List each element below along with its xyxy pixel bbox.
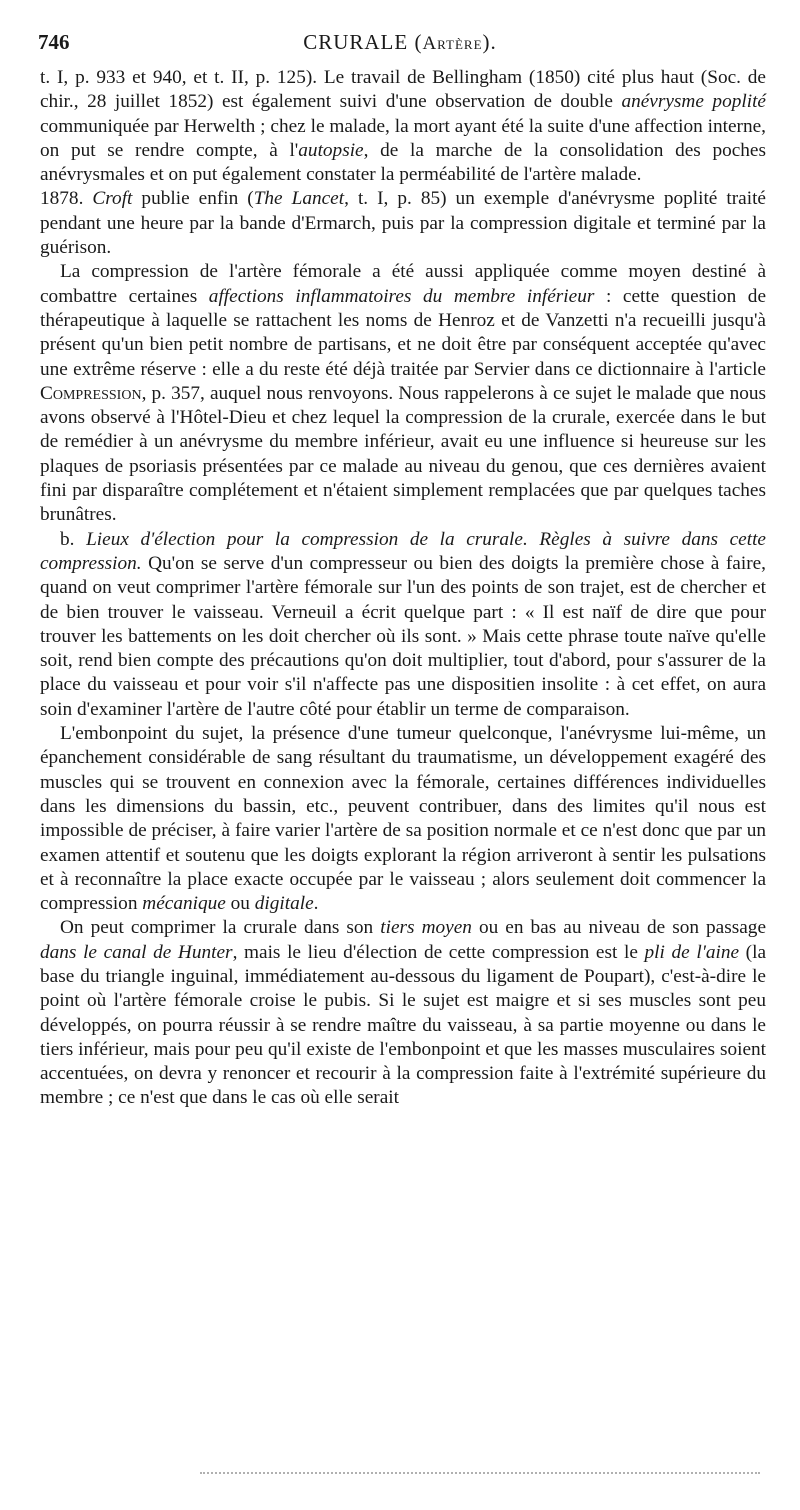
text-run: : cette question de thérapeutique à laquelle se rattachent les noms de Henroz et de Vanzetti n'a recueilli jusqu'à présent qu'un bien petit nombre de partisans, et ne doit être par conséquent acceptée qu'avec une extrême réserve : elle a du reste été déjà traitée par Servier dans ce dictionnaire à l'article	[40, 285, 766, 380]
text-run: ou en bas au niveau de son passage	[471, 917, 767, 939]
section-heading: Lieux d'élection pour la compression de la crurale. Règles à suivre dans cette compression.	[40, 528, 766, 574]
text-run: t. I, p. 933 et 940, et t. II, p. 125). Le travail de Bellingham (1850) cité plus haut (Soc. de chir., 28 juillet 1852) est également suivi d'une observation de double	[40, 67, 766, 113]
text-run: (la base du triangle inguinal, immédiatement au-dessous du ligament de Poupart), c'est-à-dire le point où l'artère fémorale croise le pubis. Si le sujet est maigre et si ses muscles sont peu développés, on pourra réussir à se rendre maître du vaisseau, à sa partie moyenne ou dans le tiers inférieur, mais pour peu qu'il existe de l'embonpoint et que les masses musculaires soient accentuées, on devra y renoncer et recourir à la compression faite à l'extrémité supérieure du membre ; ce n'est que dans le cas où elle serait	[40, 941, 767, 1109]
italic-run: mécanique	[142, 893, 226, 915]
paragraph-4	[40, 528, 766, 722]
section-label: b.	[60, 528, 75, 550]
italic-run: tiers moyen	[380, 917, 472, 939]
text-run: , t. I, p. 85) un exemple d'anévrysme poplité traité pendant une heure par la bande d'Ermarch, puis par la compression digitale et terminé par la guérison.	[40, 188, 766, 259]
italic-run: The Lancet	[253, 188, 345, 210]
running-title-smallcaps: Artère	[422, 33, 483, 54]
running-title-end: ).	[482, 30, 497, 54]
text-run: communiquée par Herwelth ; chez le malade, la mort ayant été la suite d'une affection interne, on put se rendre compte, à l'	[40, 115, 766, 161]
running-header	[38, 30, 762, 60]
running-title-main: CRURALE (	[303, 30, 423, 54]
paragraph-3	[40, 260, 766, 527]
italic-run: affections inflammatoires du membre inférieur	[208, 285, 595, 307]
paragraph-6	[40, 916, 766, 1110]
page-number: 746	[38, 30, 70, 54]
italic-run: Croft	[92, 188, 133, 210]
italic-run: pli de l'aine	[644, 941, 740, 963]
paragraph-2	[40, 187, 766, 260]
italic-run: anévrysme poplité	[621, 91, 766, 113]
text-run: , mais le lieu d'élection de cette compression est le	[232, 941, 645, 963]
paragraph-1	[40, 66, 766, 187]
year-label: 1878.	[40, 188, 84, 210]
footer-bleed-line	[200, 1472, 760, 1474]
italic-run: autopsie	[298, 139, 364, 161]
text-run: ou	[225, 893, 255, 915]
text-run: La compression de l'artère fémorale a été aussi appliquée comme moyen destiné à combattre certaines	[40, 261, 766, 307]
text-run: L'embonpoint du sujet, la présence d'une tumeur quelconque, l'anévrysme lui-même, un épanchement considérable de sang résultant du traumatisme, un développement exagéré des muscles qui se trouvent en connexion avec la fémorale, certaines différences individuelles dans les dimensions du bassin, etc., peuvent contribuer, dans des limites qu'il nous est impossible de préciser, à faire varier l'artère de sa position normale et ce n'est donc que par un examen attentif et soutenu que les doigts explorant la région arriveront à sentir les pulsations et à reconnaître la place exacte occupée par le vaisseau ; alors seulement doit commencer la compression	[40, 723, 766, 915]
smallcaps-run: Compression	[40, 382, 142, 404]
text-run: .	[313, 893, 319, 915]
text-run: , de la marche de la consolidation des poches anévrysmales et on put également constater la perméabilité de l'artère malade.	[40, 139, 766, 186]
text-run: On peut comprimer la crurale dans son	[60, 917, 381, 939]
italic-run: digitale	[254, 893, 314, 915]
running-title	[38, 30, 762, 55]
italic-run: dans le canal de Hunter	[40, 941, 233, 963]
text-body	[40, 66, 766, 1111]
text-run: , p. 357, auquel nous renvoyons. Nous rappelerons à ce sujet le malade que nous avons observé à l'Hôtel-Dieu et chez lequel la compression de la crurale, exercée dans le but de remédier à un anévrysme du membre inférieur, avait eu une influence si heureuse sur les plaques de psoriasis présentées par ce malade au niveau du genou, que ces dernières avaient fini par disparaître complétement et n'étaient simplement remplacées que par quelques taches brunâtres.	[40, 382, 766, 526]
text-run: Qu'on se serve d'un compresseur ou bien des doigts la première chose à faire, quand on veut comprimer l'artère fémorale sur l'un des points de son trajet, est de chercher et de bien trouver le vaisseau. Verneuil a écrit quelque part : « Il est naïf de dire que pour trouver les battements on les doit chercher où ils sont. » Mais cette phrase toute naïve qu'elle soit, rend bien compte des précautions qu'on doit multiplier, tout d'abord, pour s'assurer de la place du vaisseau et pour voir s'il n'affecte pas une dispositien insolite : à cet effet, on aura soin d'examiner l'artère de l'autre côté pour établir un terme de comparaison.	[40, 552, 766, 720]
paragraph-5	[40, 722, 766, 916]
text-run: publie enfin (	[132, 188, 254, 210]
